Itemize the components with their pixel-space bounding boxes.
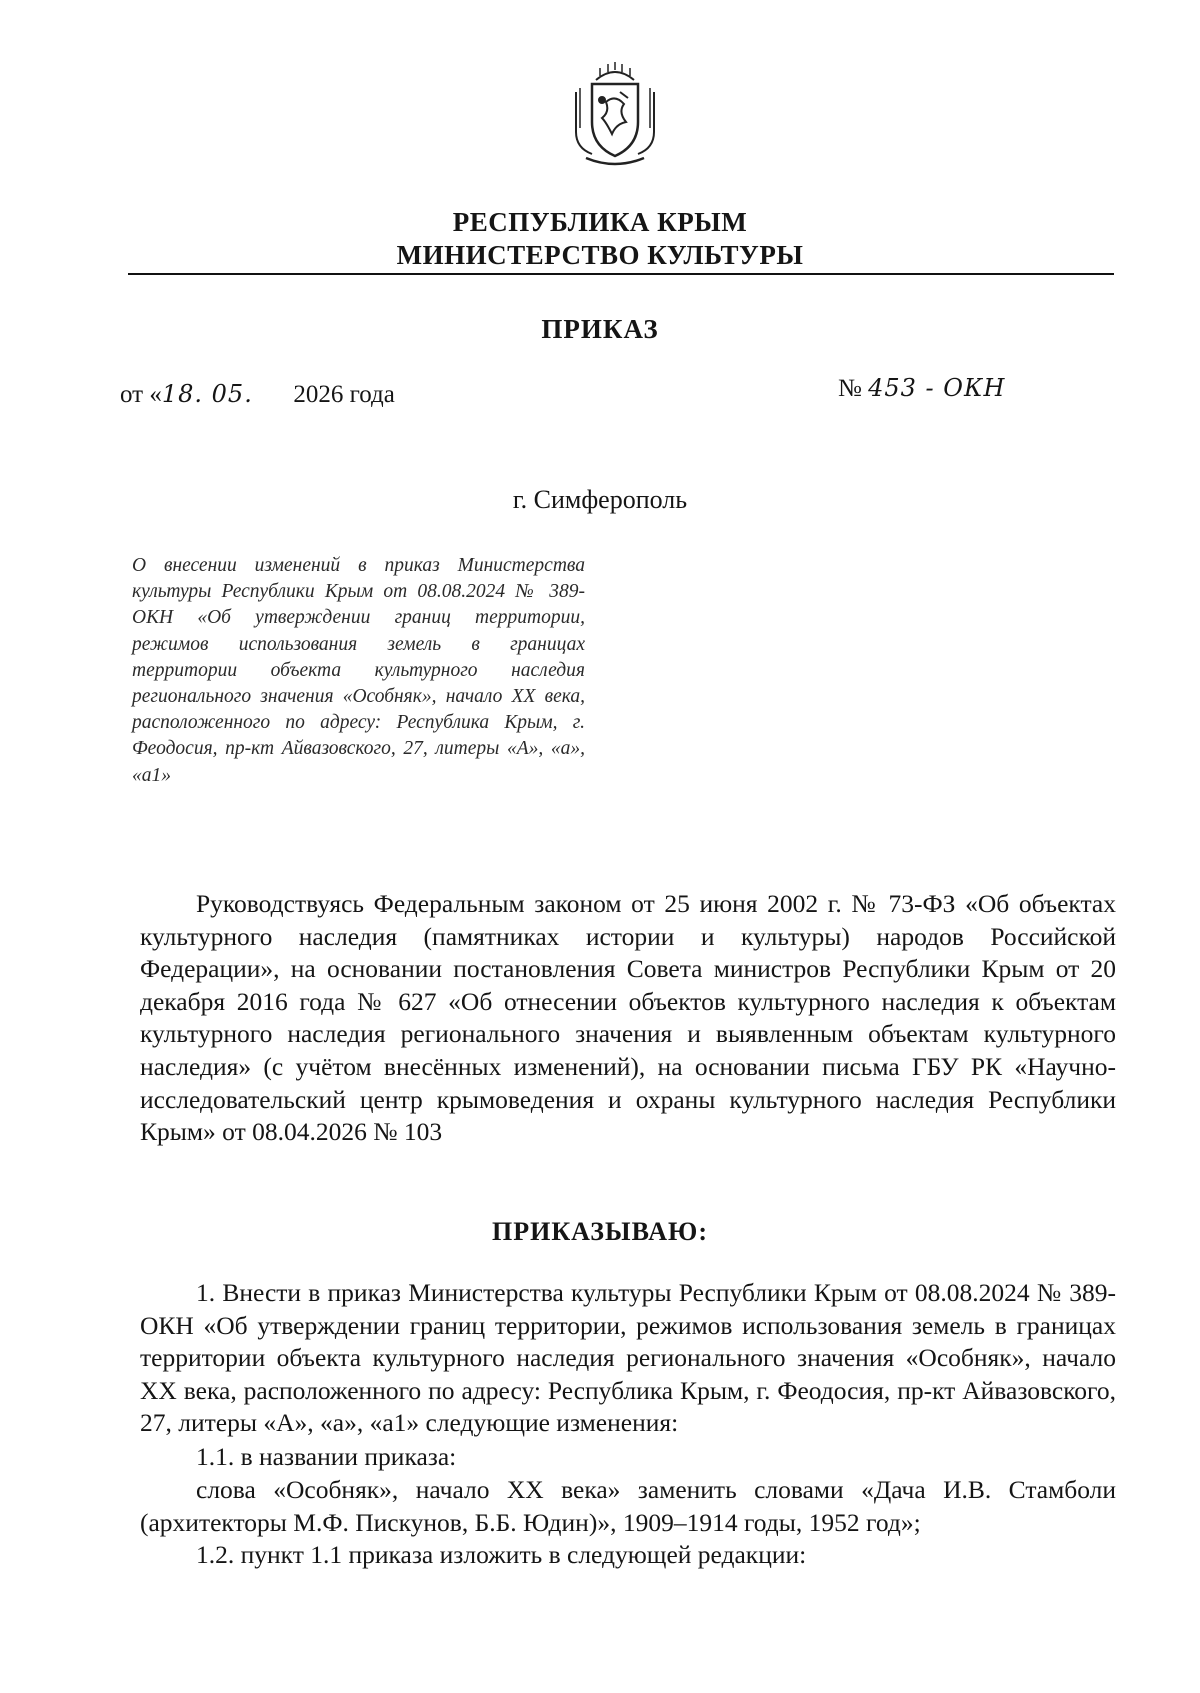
header-divider <box>128 273 1114 275</box>
preamble-paragraph <box>140 888 1116 1149</box>
organization-line-1: РЕСПУБЛИКА КРЫМ <box>452 207 748 237</box>
order-word: ПРИКАЗЫВАЮ: <box>492 1217 708 1246</box>
date-line <box>120 380 395 409</box>
date-suffix: 2026 года <box>293 381 395 408</box>
crimea-coat-of-arms-emblem <box>566 62 664 168</box>
organization-line-2: МИНИСТЕРСТВО КУЛЬТУРЫ <box>396 240 804 270</box>
preamble-text: Руководствуясь Федеральным законом от 25 июня 2002 г. № 73-ФЗ «Об объектах культурного наследия (памятниках истории и культуры) народов Российской Федерации», на основании постановления Совета министров Республики Крым от 20 декабря 2016 года № 627 «Об отнесении объектов культурного наследия к объектам культурного наследия регионального значения и выявленным объектам культурного наследия» (с учётом внесённых изменений), на основании письма ГБУ РК «Научно-исследовательский центр крымоведения и охраны культурного наследия Республики Крым» от 08.04.2026 № 103 <box>140 889 1116 1147</box>
item-1-2 <box>140 1539 1116 1572</box>
date-handwritten: 18. 05. <box>161 380 253 408</box>
number-line <box>838 374 1005 403</box>
item-1-1-body <box>140 1474 1116 1539</box>
number-handwritten: 453 - ОКН <box>868 374 1006 402</box>
item-1-paragraph <box>140 1277 1116 1440</box>
item-1-text: 1. Внести в приказ Министерства культуры Республики Крым от 08.08.2024 № 389-ОКН «Об утверждении границ территории, режимов использования земель в границах территории объекта культурного наследия регионального значения «Особняк», начало XX века, расположенного по адресу: Республика Крым, г. Феодосия, пр-кт Айвазовского, 27, литеры «А», «а», «а1» следующие изменения: <box>140 1278 1116 1438</box>
number-prefix: № <box>838 375 862 402</box>
document-type: ПРИКАЗ <box>541 314 659 344</box>
item-1-1-body-text: слова «Особняк», начало XX века» заменить словами «Дача И.В. Стамболи (архитекторы М.Ф. Пискунов, Б.Б. Юдин)», 1909–1914 годы, 1952 год»; <box>140 1475 1116 1537</box>
date-prefix: от « <box>120 381 162 408</box>
city: г. Симферополь <box>512 485 688 514</box>
item-1-1 <box>140 1441 1116 1474</box>
item-1-1-text: 1.1. в названии приказа: <box>196 1442 457 1471</box>
item-1-2-text: 1.2. пункт 1.1 приказа изложить в следующей редакции: <box>196 1540 807 1569</box>
order-subject: О внесении изменений в приказ Министерства культуры Республики Крым от 08.08.2024 № 389-ОКН «Об утверждении границ территории, режимов использования земель в границах территории объекта культурного наследия регионального значения «Особняк», начало XX века, расположенного по адресу: Республика Крым, г. Феодосия, пр-кт Айвазовского, 27, литеры «А», «а», «а1» <box>132 555 585 786</box>
